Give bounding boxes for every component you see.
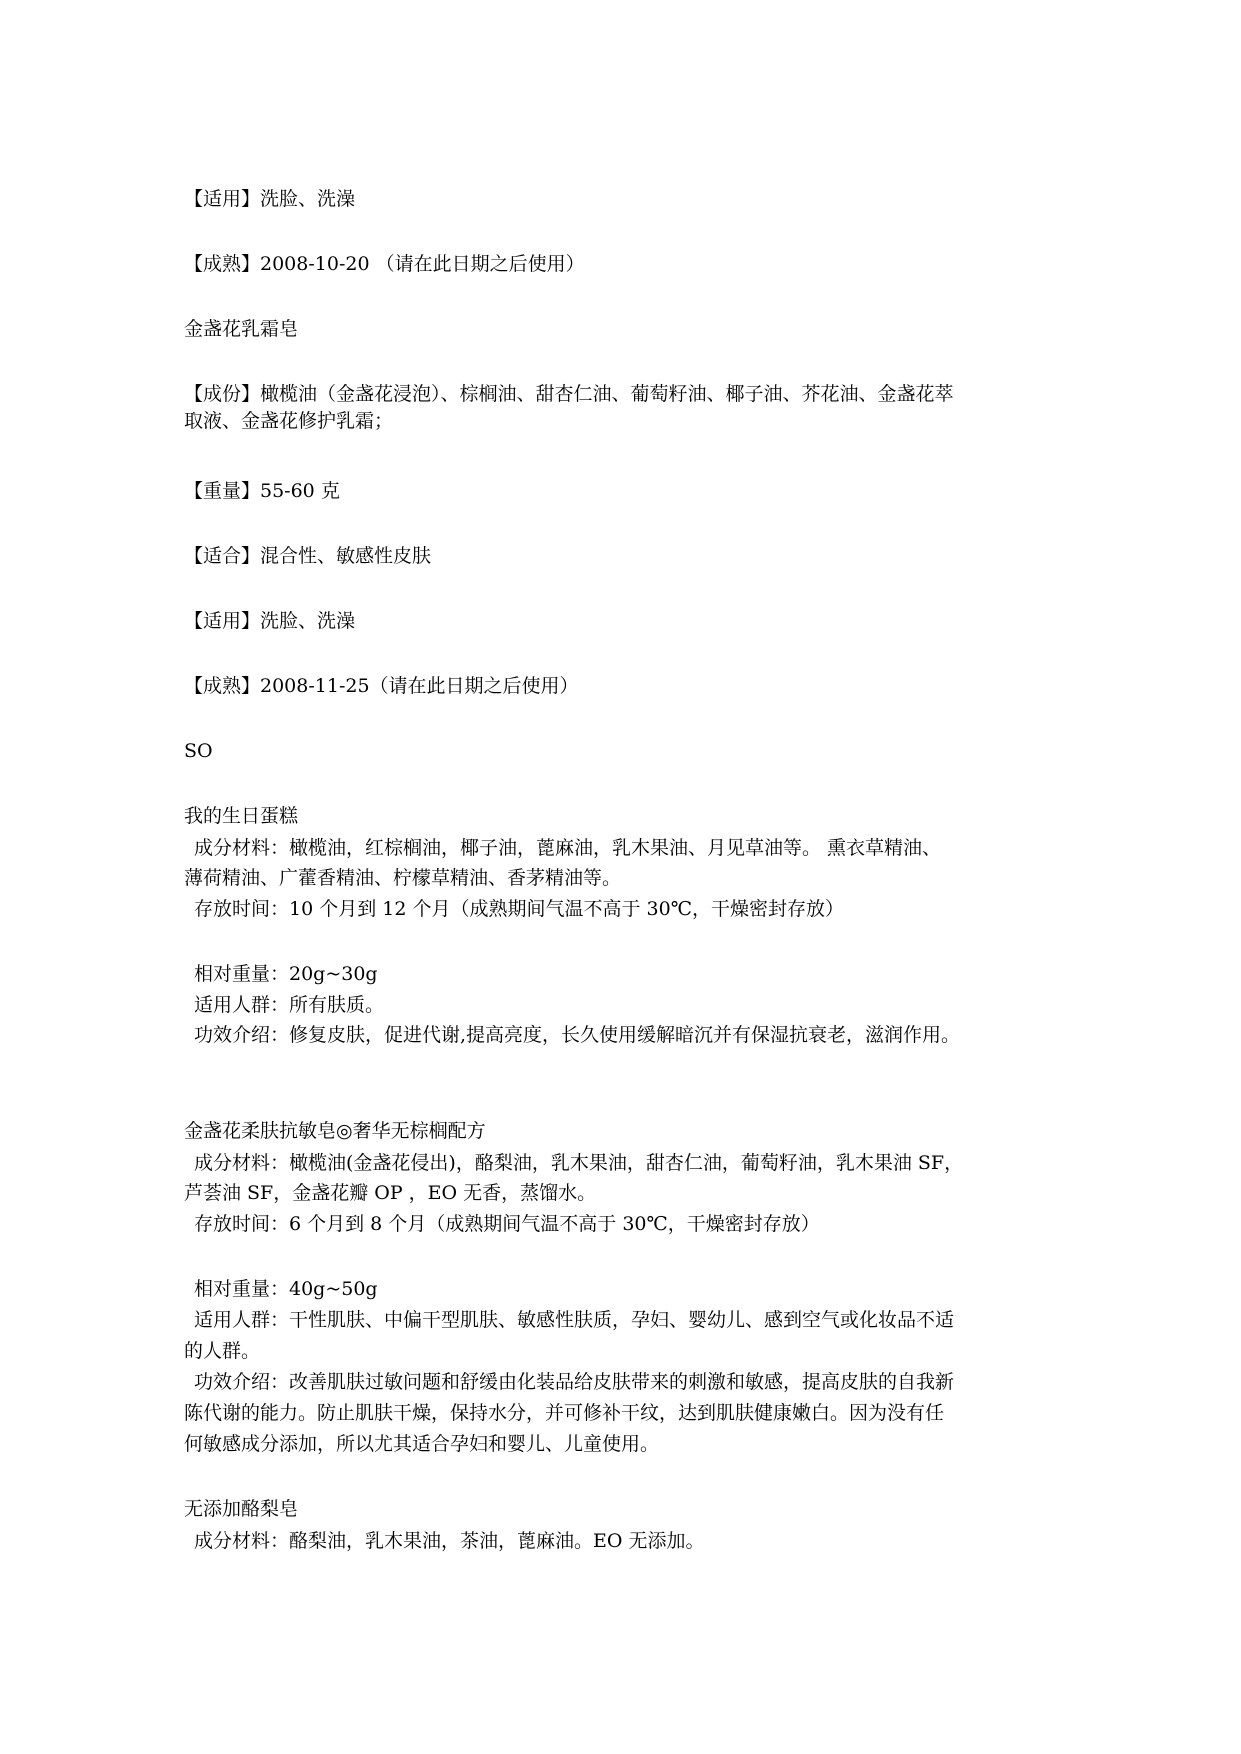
- product-title: 无添加酪梨皂: [184, 1498, 299, 1520]
- ingredients-line: 成分材料：橄榄油(金盏花侵出)，酪梨油，乳木果油，甜杏仁油，葡萄籽油，乳木果油 SF，: [194, 1152, 964, 1174]
- effect-line: 功效介绍：改善肌肤过敏问题和舒缓由化装品给皮肤带来的刺激和敏感，提高皮肤的自我新: [194, 1371, 955, 1393]
- people-line: 适用人群：干性肌肤、中偏干型肌肤、敏感性肤质，孕妇、婴幼儿、感到空气或化妆品不适: [194, 1309, 955, 1331]
- ingredients-line-cont: 芦荟油 SF，金盏花瓣 OP ，EO 无香，蒸馏水。: [184, 1182, 597, 1204]
- applicable-line: 【适用】洗脸、洗澡: [184, 610, 356, 632]
- applicable-line: 【适用】洗脸、洗澡: [184, 188, 356, 210]
- matured-line: 【成熟】2008-10-20 （请在此日期之后使用）: [184, 253, 585, 275]
- people-line-cont: 的人群。: [184, 1340, 261, 1362]
- ingredients-line: 成分材料：酪梨油，乳木果油，茶油，蓖麻油。EO 无添加。: [194, 1530, 705, 1552]
- product-title: 我的生日蛋糕: [184, 805, 299, 827]
- storage-line: 存放时间：10 个月到 12 个月（成熟期间气温不高于 30℃，干燥密封存放）: [194, 898, 844, 920]
- weight-line: 相对重量：40g~50g: [194, 1278, 378, 1300]
- weight-line: 相对重量：20g~30g: [194, 963, 378, 985]
- ingredients-line-cont: 薄荷精油、广藿香精油、柠檬草精油、香茅精油等。: [184, 867, 622, 889]
- storage-line: 存放时间：6 个月到 8 个月（成熟期间气温不高于 30℃，干燥密封存放）: [194, 1213, 820, 1235]
- product-title: 金盏花乳霜皂: [184, 318, 299, 340]
- product-title: 金盏花柔肤抗敏皂◎奢华无棕榈配方: [184, 1120, 486, 1142]
- people-line: 适用人群：所有肤质。: [194, 994, 385, 1016]
- matured-line: 【成熟】2008-11-25（请在此日期之后使用）: [184, 675, 579, 697]
- effect-line-cont: 何敏感成分添加，所以尤其适合孕妇和婴儿、儿童使用。: [184, 1433, 660, 1455]
- marker-text: SO: [184, 740, 213, 762]
- ingredients-line: 【成份】橄榄油（金盏花浸泡）、棕榈油、甜杏仁油、葡萄籽油、椰子油、芥花油、金盏花萃: [184, 383, 954, 405]
- weight-line: 【重量】55-60 克: [184, 480, 340, 502]
- ingredients-line: 成分材料：橄榄油，红棕榈油，椰子油，蓖麻油，乳木果油、月见草油等。 熏衣草精油、: [194, 837, 942, 859]
- effect-line-cont: 陈代谢的能力。防止肌肤干燥，保持水分，并可修补干纹，达到肌肤健康嫩白。因为没有任: [184, 1402, 945, 1424]
- suitable-line: 【适合】混合性、敏感性皮肤: [184, 545, 432, 567]
- effect-line: 功效介绍：修复皮肤，促进代谢,提高亮度，长久使用缓解暗沉并有保湿抗衰老，滋润作用。: [194, 1024, 961, 1046]
- ingredients-line-cont: 取液、金盏花修护乳霜；: [184, 410, 394, 432]
